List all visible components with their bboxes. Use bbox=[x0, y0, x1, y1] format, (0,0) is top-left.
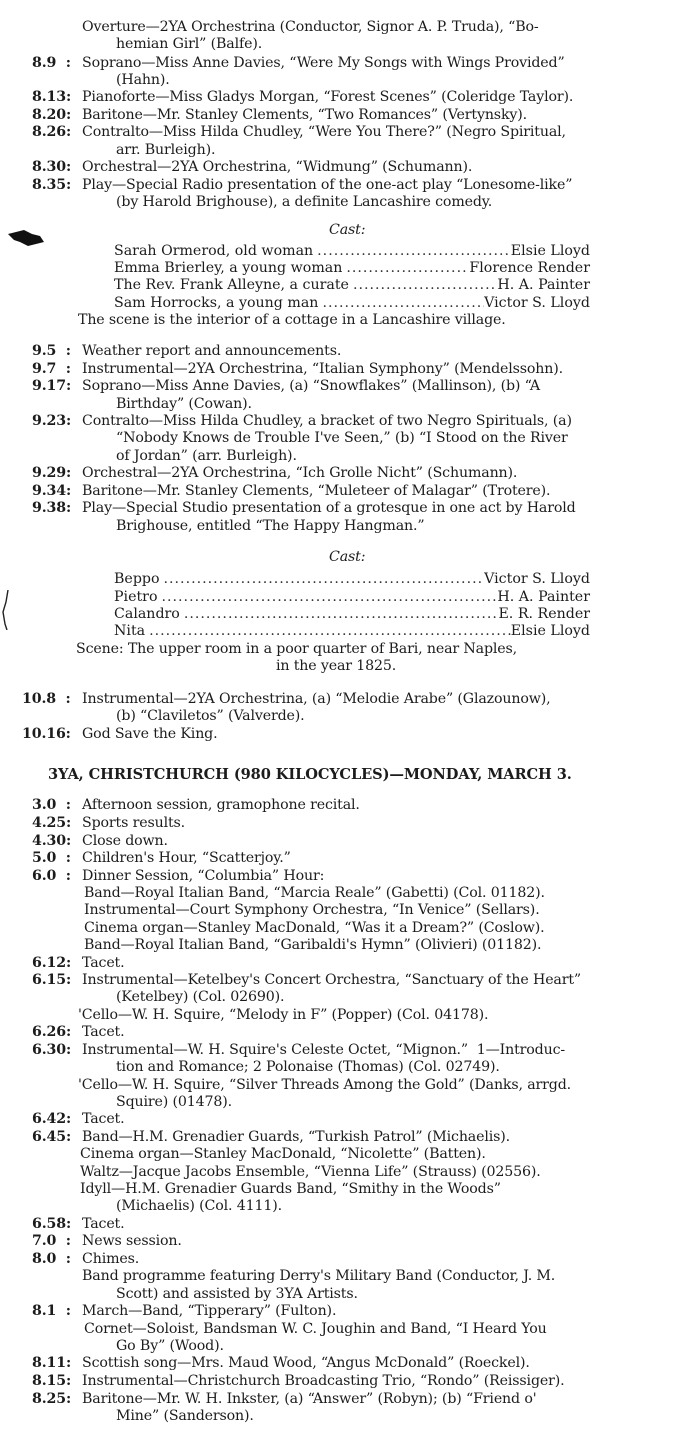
entry-time: 9.5 : bbox=[32, 343, 71, 360]
cast-role: Emma Brierley, a young woman bbox=[114, 260, 343, 277]
scene-note: in the year 1825. bbox=[276, 657, 397, 674]
entry-text: Afternoon session, gramophone recital. bbox=[82, 797, 360, 814]
leader-dots bbox=[349, 277, 497, 294]
cast-heading: Cast: bbox=[329, 549, 366, 565]
entry-time: 8.15: bbox=[32, 1373, 72, 1389]
entry-time: 8.35: bbox=[32, 176, 72, 193]
entry-time: 9.17: bbox=[32, 378, 72, 395]
cast-actor: Victor S. Lloyd bbox=[484, 294, 590, 311]
cast-row bbox=[114, 589, 590, 606]
entry-text-continued: Band—Royal Italian Band, “Garibaldi's Hymn” (Olivieri) (01182). bbox=[84, 936, 542, 953]
cast-row bbox=[114, 260, 590, 277]
entry-time: 10.16: bbox=[22, 726, 71, 743]
cast-role: Beppo bbox=[114, 571, 160, 588]
entry-text-continued: (b) “Claviletos” (Valverde). bbox=[116, 708, 305, 725]
cast-role: Pietro bbox=[114, 588, 158, 605]
entry-text: Contralto—Miss Hilda Chudley, a bracket of two Negro Spirituals, (a) bbox=[82, 413, 572, 430]
cast-actor: E. R. Render bbox=[498, 605, 590, 622]
entry-text: Sports results. bbox=[82, 814, 185, 831]
cast-row bbox=[114, 277, 590, 294]
leader-dots bbox=[160, 571, 485, 588]
entry-text: Orchestral—2YA Orchestrina, “Widmung” (Schumann). bbox=[82, 159, 473, 176]
entry-text: Close down. bbox=[82, 832, 168, 849]
entry-text: Instrumental—W. H. Squire's Celeste Octet, “Mignon.” 1—Introduc- bbox=[82, 1041, 566, 1058]
entry-text: Instrumental—2YA Orchestrina, (a) “Melodie Arabe” (Glazounow), bbox=[82, 691, 551, 708]
entry-text: Baritone—Mr. W. H. Inkster, (a) “Answer” (Robyn); (b) “Friend o' bbox=[82, 1390, 537, 1407]
entry-time: 3.0 : bbox=[32, 797, 71, 814]
entry-time: 4.25: bbox=[32, 814, 72, 831]
entry-time: 6.30: bbox=[32, 1041, 72, 1058]
entry-time: 8.30: bbox=[32, 159, 72, 176]
entry-text: Overture—2YA Orchestrina (Conductor, Signor A. P. Truda), “Bo- bbox=[82, 19, 539, 35]
entry-text-continued: (Michaelis) (Col. 4111). bbox=[116, 1198, 282, 1215]
entry-time: 8.26: bbox=[32, 124, 72, 141]
entry-text: Play—Special Studio presentation of a grotesque in one act by Harold bbox=[82, 500, 576, 517]
cast-actor: Elsie Lloyd bbox=[510, 242, 590, 259]
entry-text: Weather report and announcements. bbox=[82, 343, 342, 360]
entry-text: Tacet. bbox=[82, 1215, 125, 1232]
cast-role: Sam Horrocks, a young man bbox=[114, 294, 319, 311]
cast-actor: H. A. Painter bbox=[497, 588, 590, 605]
entry-time: 7.0 : bbox=[32, 1233, 71, 1250]
entry-text-continued: Cornet—Soloist, Bandsman W. C. Joughin and Band, “I Heard You bbox=[84, 1320, 547, 1337]
entry-text-continued: Go By” (Wood). bbox=[116, 1337, 224, 1354]
entry-text-continued: Scott) and assisted by 3YA Artists. bbox=[116, 1285, 358, 1302]
leader-dots bbox=[145, 623, 511, 640]
ink-blot-decoration bbox=[6, 228, 46, 250]
entry-text: God Save the King. bbox=[82, 726, 218, 743]
entry-text: March—Band, “Tipperary” (Fulton). bbox=[82, 1303, 337, 1320]
entry-time: 6.15: bbox=[32, 972, 72, 989]
entry-text-continued: Cinema organ—Stanley MacDonald, “Nicolette” (Batten). bbox=[80, 1146, 486, 1163]
entry-text: Play—Special Radio presentation of the one-act play “Lonesome-like” bbox=[82, 176, 573, 193]
leader-dots bbox=[313, 243, 511, 260]
entry-text-continued: Birthday” (Cowan). bbox=[116, 395, 252, 412]
entry-time: 5.0 : bbox=[32, 850, 71, 867]
entry-text-continued: 'Cello—W. H. Squire, “Silver Threads Among the Gold” (Danks, arrgd. bbox=[78, 1076, 572, 1093]
ink-mark-decoration bbox=[2, 590, 12, 630]
entry-text: Baritone—Mr. Stanley Clements, “Muleteer of Malagar” (Trotere). bbox=[82, 482, 551, 499]
leader-dots bbox=[158, 589, 498, 606]
entry-text: Instrumental—Ketelbey's Concert Orchestra, “Sanctuary of the Heart” bbox=[82, 972, 582, 989]
scene-note: Scene: The upper room in a poor quarter of Bari, near Naples, bbox=[76, 640, 518, 657]
entry-text-continued: (by Harold Brighouse), a definite Lancashire comedy. bbox=[116, 194, 493, 210]
entry-text-continued: arr. Burleigh). bbox=[116, 141, 216, 158]
cast-actor: Florence Render bbox=[469, 260, 590, 277]
entry-time: 9.7 : bbox=[32, 360, 71, 377]
entry-time: 8.25: bbox=[32, 1390, 72, 1407]
cast-actor: Elsie Lloyd bbox=[510, 623, 590, 640]
entry-text-continued: Squire) (01478). bbox=[116, 1093, 233, 1110]
cast-row bbox=[114, 243, 590, 260]
entry-time: 6.45: bbox=[32, 1129, 72, 1145]
entry-text-continued: Brighouse, entitled “The Happy Hangman.” bbox=[116, 517, 425, 534]
entry-text: Baritone—Mr. Stanley Clements, “Two Romances” (Vertynsky). bbox=[82, 106, 527, 123]
entry-text: Tacet. bbox=[82, 1111, 125, 1128]
entry-text: Children's Hour, “Scatterjoy.” bbox=[82, 850, 291, 867]
entry-text-continued: Idyll—H.M. Grenadier Guards Band, “Smithy in the Woods” bbox=[80, 1180, 501, 1197]
entry-time: 8.20: bbox=[32, 106, 72, 123]
cast-role: The Rev. Frank Alleyne, a curate bbox=[114, 277, 349, 294]
entry-text: Tacet. bbox=[82, 1024, 125, 1041]
entry-text-continued: tion and Romance; 2 Polonaise (Thomas) (Col. 02749). bbox=[116, 1059, 500, 1076]
entry-time: 6.0 : bbox=[32, 867, 71, 884]
entry-text-continued: Mine” (Sanderson). bbox=[116, 1407, 254, 1424]
entry-text: Soprano—Miss Anne Davies, “Were My Songs with Wings Provided” bbox=[82, 54, 565, 71]
scene-note: The scene is the interior of a cottage in a Lancashire village. bbox=[78, 312, 506, 328]
entry-text-continued: hemian Girl” (Balfe). bbox=[116, 36, 263, 53]
entry-time: 9.38: bbox=[32, 500, 72, 517]
entry-time: 6.42: bbox=[32, 1111, 72, 1128]
entry-text-continued: “Nobody Knows de Trouble I've Seen,” (b) “I Stood on the River bbox=[116, 430, 568, 447]
entry-text-continued: (Ketelbey) (Col. 02690). bbox=[116, 989, 285, 1006]
entry-text-continued: Cinema organ—Stanley MacDonald, “Was it a Dream?” (Coslow). bbox=[84, 919, 545, 936]
cast-role: Sarah Ormerod, old woman bbox=[114, 242, 314, 259]
entry-text: Scottish song—Mrs. Maud Wood, “Angus McDonald” (Roeckel). bbox=[82, 1355, 530, 1372]
entry-time: 6.12: bbox=[32, 954, 72, 971]
entry-time: 8.1 : bbox=[32, 1303, 71, 1320]
cast-role: Calandro bbox=[114, 605, 180, 622]
entry-text-continued: Band—Royal Italian Band, “Marcia Reale” (Gabetti) (Col. 01182). bbox=[84, 885, 545, 901]
entry-time: 9.23: bbox=[32, 413, 72, 430]
entry-text: Chimes. bbox=[82, 1251, 140, 1267]
entry-time: 6.26: bbox=[32, 1024, 72, 1041]
cast-row bbox=[114, 606, 590, 623]
entry-text: Instrumental—2YA Orchestrina, “Italian Symphony” (Mendelssohn). bbox=[82, 360, 564, 377]
entry-text-continued: of Jordan” (arr. Burleigh). bbox=[116, 447, 297, 464]
entry-time: 4.30: bbox=[32, 832, 72, 849]
cast-actor: Victor S. Lloyd bbox=[484, 571, 590, 588]
leader-dots bbox=[318, 295, 484, 312]
entry-text: Instrumental—Christchurch Broadcasting Trio, “Rondo” (Reissiger). bbox=[82, 1373, 565, 1389]
leader-dots bbox=[342, 260, 469, 277]
cast-role: Nita bbox=[114, 623, 146, 640]
entry-text: Band—H.M. Grenadier Guards, “Turkish Patrol” (Michaelis). bbox=[82, 1129, 511, 1145]
entry-time: 9.34: bbox=[32, 482, 72, 499]
entry-text: Tacet. bbox=[82, 954, 125, 971]
entry-text: Pianoforte—Miss Gladys Morgan, “Forest Scenes” (Coleridge Taylor). bbox=[82, 89, 574, 106]
entry-time: 10.8 : bbox=[22, 691, 71, 708]
cast-heading: Cast: bbox=[329, 221, 366, 238]
cast-row bbox=[114, 623, 590, 640]
entry-text-continued: (Hahn). bbox=[116, 71, 170, 88]
leader-dots bbox=[180, 606, 499, 623]
cast-actor: H. A. Painter bbox=[497, 277, 590, 294]
entry-time: 9.29: bbox=[32, 465, 72, 482]
entry-text: Orchestral—2YA Orchestrina, “Ich Grolle Nicht” (Schumann). bbox=[82, 465, 518, 482]
entry-text-continued: Waltz—Jacque Jacobs Ensemble, “Vienna Life” (Strauss) (02556). bbox=[80, 1163, 541, 1180]
cast-row bbox=[114, 295, 590, 312]
entry-text: Dinner Session, “Columbia” Hour: bbox=[82, 867, 325, 884]
section-heading: 3YA, CHRISTCHURCH (980 KILOCYCLES)—MONDAY, MARCH 3. bbox=[48, 766, 572, 783]
entry-text-continued: Instrumental—Court Symphony Orchestra, “In Venice” (Sellars). bbox=[84, 902, 540, 919]
cast-row bbox=[114, 571, 590, 588]
entry-time: 8.13: bbox=[32, 89, 72, 106]
entry-text: Contralto—Miss Hilda Chudley, “Were You There?” (Negro Spiritual, bbox=[82, 124, 566, 141]
entry-text: Soprano—Miss Anne Davies, (a) “Snowflakes” (Mallinson), (b) “A bbox=[82, 378, 541, 395]
entry-time: 6.58: bbox=[32, 1215, 72, 1232]
entry-text-continued: Band programme featuring Derry's Military Band (Conductor, J. M. bbox=[82, 1268, 556, 1285]
entry-time: 8.11: bbox=[32, 1355, 72, 1372]
entry-time: 8.9 : bbox=[32, 54, 71, 71]
entry-time: 8.0 : bbox=[32, 1251, 71, 1267]
entry-text-continued: 'Cello—W. H. Squire, “Melody in F” (Popper) (Col. 04178). bbox=[78, 1006, 489, 1023]
entry-text: News session. bbox=[82, 1233, 182, 1250]
